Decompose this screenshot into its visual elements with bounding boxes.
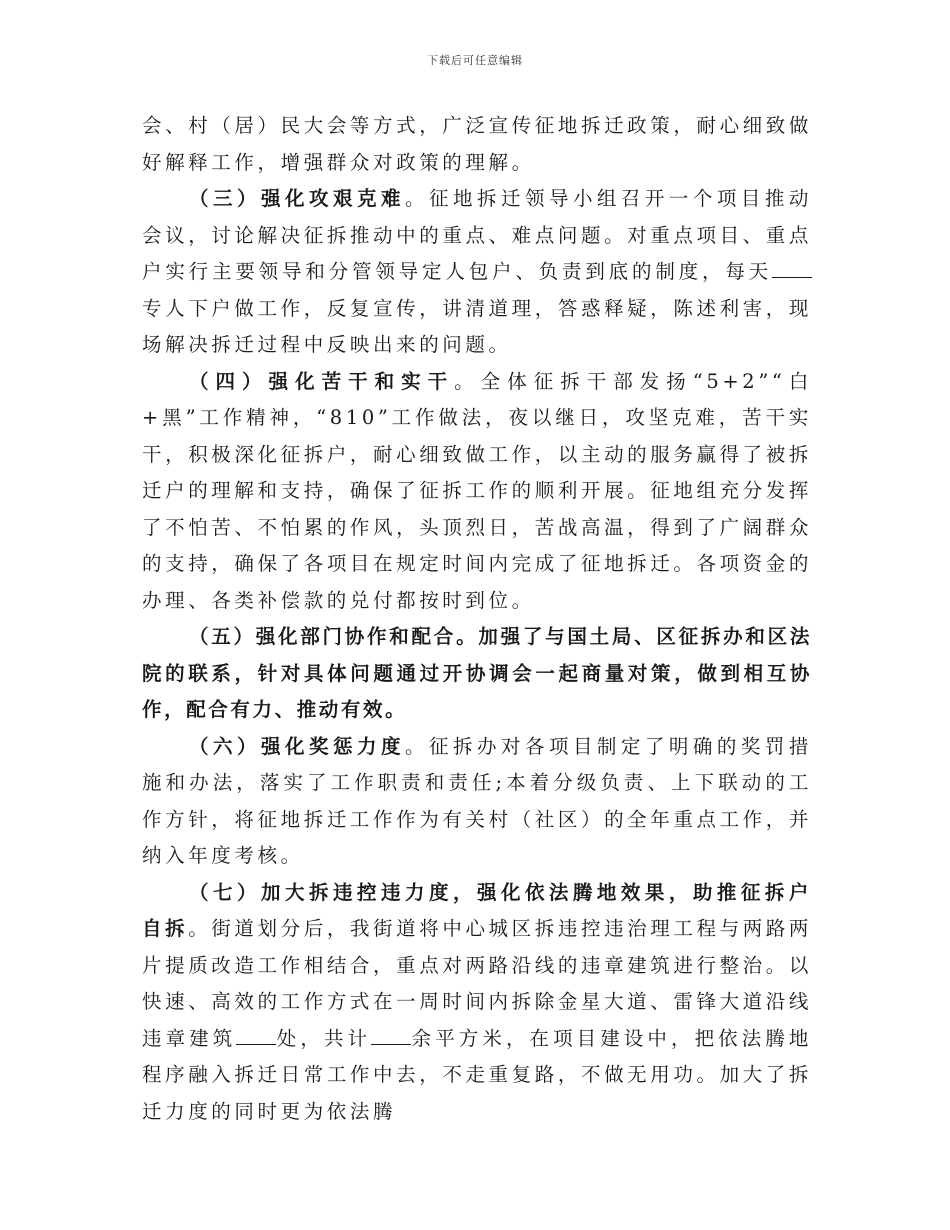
paragraph-text: 。加强了与国土局、区征拆办和区法院的联系，针对具体问题通过开协调会一起商量对策，做到相互协作，配合有力、推动有效。: [142, 625, 812, 721]
paragraph-text: 处，共计: [276, 1026, 372, 1050]
page-header: 下载后可任意编辑: [427, 54, 523, 67]
paragraph-section-3: [142, 181, 812, 364]
paragraph-section-6: [142, 729, 812, 875]
paragraph-section-5: [142, 619, 812, 729]
section-heading: （六）强化奖惩力度: [189, 734, 405, 758]
fill-in-blank: [371, 1026, 411, 1045]
section-heading: （三）强化攻艰克难: [189, 187, 405, 210]
paragraph-section-7: [142, 875, 812, 1131]
paragraph-text: 会、村（居）民大会等方式，广泛宣传征地拆迁政策，耐心细致做好解释工作，增强群众对政策的理解。: [142, 114, 812, 174]
fill-in-blank: [772, 259, 812, 278]
paragraph-text: 专人下户做工作，反复宣传，讲清道理，答惑释疑，陈述利害，现场解决拆迁过程中反映出来的问题。: [142, 296, 812, 356]
section-heading: （五）强化部门协作和配合: [189, 625, 457, 648]
paragraph-text: 。街道划分后，我街道将中心城区拆违控违治理工程与两路两片提质改造工作相结合，重点对两路沿线的违章建筑进行整治。以快速、高效的工作方式在一周时间内拆除金星大道、雷锋大道沿线违章建筑: [142, 917, 813, 1050]
document-body: [142, 108, 812, 1130]
paragraph-continuation: [142, 108, 812, 181]
fill-in-blank: [236, 1026, 276, 1045]
paragraph-section-4: [142, 364, 812, 620]
section-heading: （四）强化苦干和实干: [189, 369, 455, 393]
paragraph-text: 。征拆办对各项目制定了明确的奖罚措施和办法，落实了工作职责和责任;本着分级负责、上下联动的工作方针，将征地拆迁工作作为有关村（社区）的全年重点工作，并纳入年度考核。: [142, 734, 812, 867]
paragraph-text: 。全体征拆干部发扬“5+2”“白+黑”工作精神，“810”工作做法，夜以继日，攻坚克难，苦干实干，积极深化征拆户，耐心细致做工作，以主动的服务赢得了被拆迁户的理解和支持，确保了征拆工作的顺利开展。征地组充分发挥了不怕苦、不怕累的作风，头顶烈日，苦战高温，得到了广阔群众的支持，确保了各项目在规定时间内完成了征地拆迁。各项资金的办理、各类补偿款的兑付都按时到位。: [142, 369, 812, 612]
paragraph-text: 余平方米，在项目建设中，把依法腾地程序融入拆迁日常工作中去，不走重复路，不做无用功。加大了拆迁力度的同时更为依法腾: [142, 1026, 813, 1123]
section-heading: （七）加大拆违控违力度，强化依法腾地效果，助推征拆户自拆: [142, 880, 812, 940]
paragraph-text: 。征地拆迁领导小组召开一个项目推动会议，讨论解决征拆推动中的重点、难点问题。对重点项目、重点户实行主要领导和分管领导定人包户、负责到底的制度，每天: [142, 187, 812, 283]
